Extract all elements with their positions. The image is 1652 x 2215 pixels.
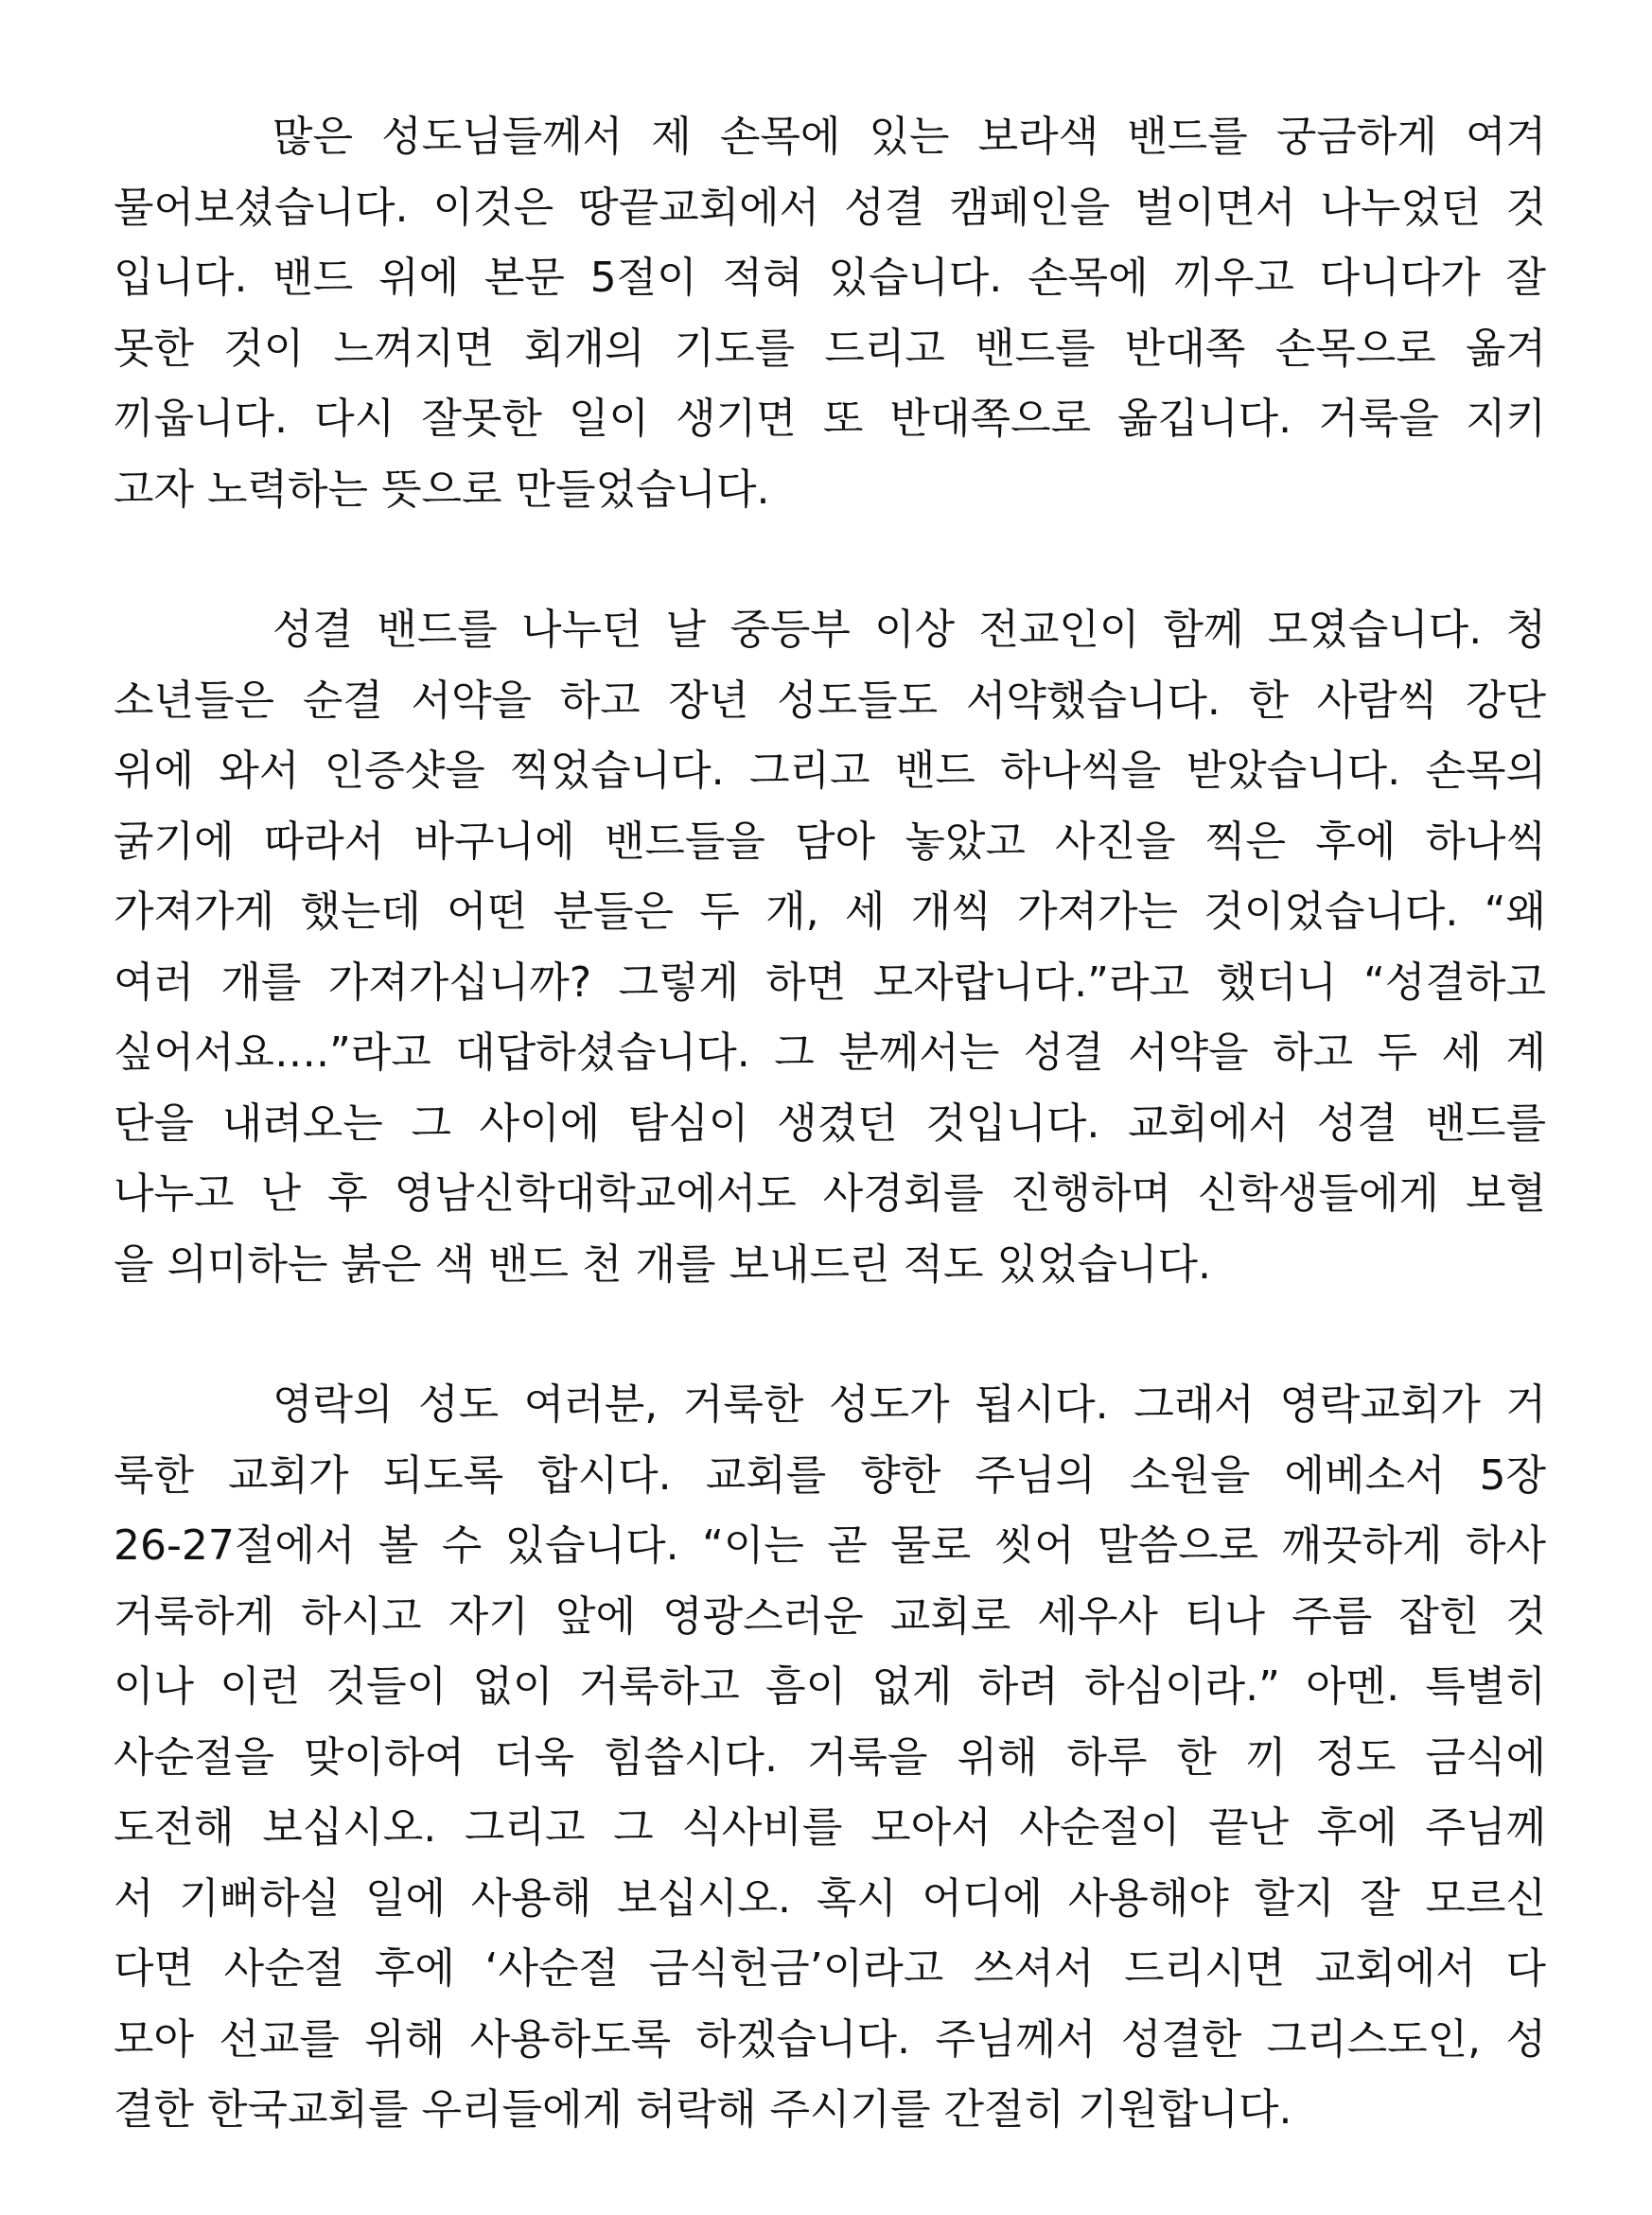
text-line: 모아 선교를 위해 사용하도록 하겠습니다. 주님께서 성결한 그리스도인, 성 (114, 2014, 1546, 2064)
text-line: 거룩하게 하시고 자기 앞에 영광스러운 교회로 세우사 티나 주름 잡힌 것 (114, 1591, 1546, 1641)
paragraph-1 (114, 102, 1546, 525)
text-line: 싶어서요….”라고 대답하셨습니다. 그 분께서는 성결 서약을 하고 두 세 계 (114, 1028, 1546, 1077)
text-line: 서 기뻐하실 일에 사용해 보십시오. 혹시 어디에 사용해야 할지 잘 모르신 (114, 1873, 1546, 1923)
text-line: 단을 내려오는 그 사이에 탐심이 생겼던 것입니다. 교회에서 성결 밴드를 (114, 1099, 1546, 1148)
text-line: 가져가게 했는데 어떤 분들은 두 개, 세 개씩 가져가는 것이었습니다. “왜 (114, 888, 1546, 936)
text-line: 영락의 성도 여러분, 거룩한 성도가 됩시다. 그래서 영락교회가 거 (272, 1380, 1546, 1429)
text-line: 26-27절에서 볼 수 있습니다. “이는 곧 물로 씻어 말씀으로 깨끗하게 하사 (114, 1521, 1546, 1570)
text-line: 위에 와서 인증샷을 찍었습니다. 그리고 밴드 하나씩을 받았습니다. 손목의 (114, 747, 1546, 795)
text-line: 못한 것이 느껴지면 회개의 기도를 드리고 밴드를 반대쪽 손목으로 옮겨 (114, 324, 1546, 373)
text-line: 다면 사순절 후에 ‘사순절 금식헌금’이라고 쓰셔서 드리시면 교회에서 다 (114, 1944, 1546, 1993)
text-line: 굵기에 따라서 바구니에 밴드들을 담아 놓았고 사진을 찍은 후에 하나씩 (114, 817, 1546, 866)
text-line: 을 의미하는 붉은 색 밴드 천 개를 보내드린 적도 있었습니다. (114, 1239, 1211, 1289)
text-line: 이나 이런 것들이 없이 거룩하고 흠이 없게 하려 하심이라.” 아멘. 특별히 (114, 1662, 1546, 1711)
paragraph-3 (114, 1370, 1546, 2146)
text-line: 여러 개를 가져가십니까? 그렇게 하면 모자랍니다.”라고 했더니 “성결하고 (114, 958, 1546, 1007)
text-line: 도전해 보십시오. 그리고 그 식사비를 모아서 사순절이 끝난 후에 주님께 (114, 1803, 1546, 1852)
text-line: 소년들은 순결 서약을 하고 장년 성도들도 서약했습니다. 한 사람씩 강단 (114, 676, 1546, 725)
document-body (114, 102, 1546, 2146)
text-line: 결한 한국교회를 우리들에게 허락해 주시기를 간절히 기원합니다. (114, 2085, 1292, 2134)
text-line: 나누고 난 후 영남신학대학교에서도 사경회를 진행하며 신학생들에게 보혈 (114, 1169, 1546, 1218)
text-line: 끼웁니다. 다시 잘못한 일이 생기면 또 반대쪽으로 옮깁니다. 거룩을 지키 (114, 395, 1546, 443)
text-line: 많은 성도님들께서 제 손목에 있는 보라색 밴드를 궁금하게 여겨 (272, 113, 1546, 161)
text-line: 사순절을 맞이하여 더욱 힘씁시다. 거룩을 위해 하루 한 끼 정도 금식에 (114, 1732, 1546, 1782)
text-line: 성결 밴드를 나누던 날 중등부 이상 전교인이 함께 모였습니다. 청 (272, 606, 1546, 654)
text-line: 고자 노력하는 뜻으로 만들었습니다. (114, 465, 770, 514)
paragraph-2 (114, 595, 1546, 1300)
text-line: 물어보셨습니다. 이것은 땅끝교회에서 성결 캠페인을 벌이면서 나누었던 것 (114, 183, 1546, 232)
text-line: 입니다. 밴드 위에 본문 5절이 적혀 있습니다. 손목에 끼우고 다니다가 잘 (114, 254, 1546, 302)
text-line: 룩한 교회가 되도록 합시다. 교회를 향한 주님의 소원을 에베소서 5장 (114, 1450, 1546, 1500)
